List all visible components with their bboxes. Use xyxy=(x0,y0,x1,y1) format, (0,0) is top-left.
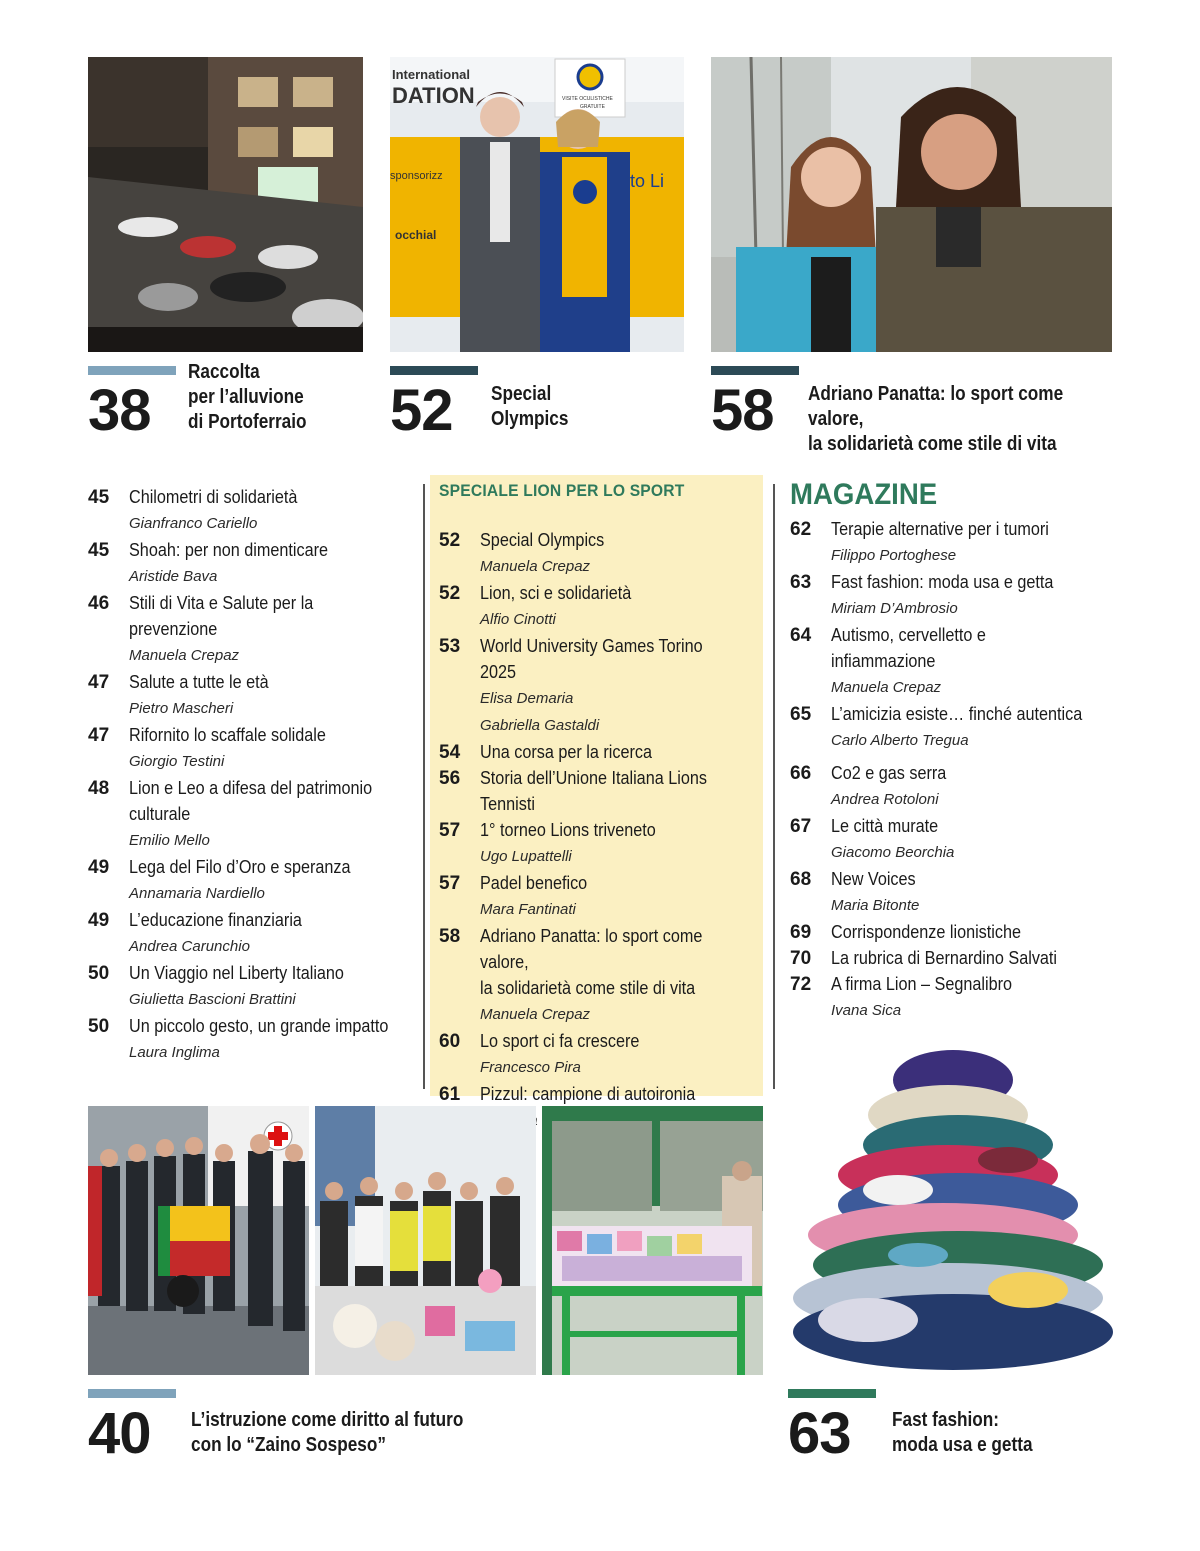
toc-entry[interactable] xyxy=(88,722,418,775)
toc-author: Andrea Rotoloni xyxy=(831,791,939,808)
column-divider-left xyxy=(423,484,425,1089)
toc-title: Lion, sci e solidarietà xyxy=(480,583,632,603)
toc-title: A firma Lion – Segnalibro xyxy=(831,974,1013,994)
bus-text-occhial: occhial xyxy=(395,228,437,242)
toc-page-number: 65 xyxy=(790,704,812,725)
toc-author: Ugo Lupattelli xyxy=(480,848,572,865)
toc-author: Manuela Crepaz xyxy=(480,1006,591,1023)
photo-panatta xyxy=(711,57,1112,352)
toc-author: Carlo Alberto Tregua xyxy=(831,732,969,749)
toc-author: Aristide Bava xyxy=(129,568,218,585)
toc-author: Annamaria Nardiello xyxy=(129,885,265,902)
toc-page-number: 50 xyxy=(88,1016,110,1037)
feature-title: Raccolta per l’alluvione di Portoferraio xyxy=(188,361,307,433)
toc-page-number: 54 xyxy=(439,742,461,763)
toc-page-number: 63 xyxy=(790,572,812,593)
toc-entry[interactable] xyxy=(88,537,418,590)
toc-entry[interactable] xyxy=(790,622,1120,701)
toc-entry[interactable] xyxy=(790,866,1120,919)
toc-page-number: 60 xyxy=(439,1031,461,1052)
toc-author: Ivana Sica xyxy=(831,1002,902,1019)
toc-page-number: 56 xyxy=(439,768,461,789)
toc-title: Corrispondenze lionistiche xyxy=(831,922,1022,942)
toc-author: Manuela Crepaz xyxy=(831,679,942,696)
toc-page-number: 52 xyxy=(439,530,461,551)
toc-entry[interactable] xyxy=(439,870,769,923)
toc-author: Giorgio Testini xyxy=(129,753,225,770)
toc-page-number: 62 xyxy=(790,519,812,540)
toc-page-number: 46 xyxy=(88,593,110,614)
photo-red-cross-group xyxy=(88,1106,309,1375)
toc-author: Mara Fantinati xyxy=(480,901,576,918)
toc-entry[interactable] xyxy=(439,765,769,817)
toc-entry[interactable] xyxy=(88,669,418,722)
toc-title: Un piccolo gesto, un grande impatto xyxy=(129,1016,389,1036)
toc-entry[interactable] xyxy=(88,1013,418,1066)
toc-title: Salute a tutte le età xyxy=(129,672,269,692)
feature-bar xyxy=(390,366,478,375)
photo-flood-street xyxy=(88,57,363,352)
toc-page-number: 47 xyxy=(88,672,110,693)
toc-page-number: 52 xyxy=(439,583,461,604)
toc-entry[interactable] xyxy=(88,854,418,907)
toc-entry[interactable] xyxy=(790,516,1120,569)
toc-author: Emilio Mello xyxy=(129,832,210,849)
feature-bar xyxy=(788,1389,876,1398)
toc-entry[interactable] xyxy=(88,907,418,960)
toc-author: Pietro Mascheri xyxy=(129,700,234,717)
toc-title: World University Games Torino 2025 xyxy=(480,636,703,682)
toc-author: Andrea Carunchio xyxy=(129,938,250,955)
feature-bar xyxy=(711,366,799,375)
toc-page-number: 49 xyxy=(88,857,110,878)
toc-entry[interactable] xyxy=(439,1028,769,1081)
toc-title: L’educazione finanziaria xyxy=(129,910,302,930)
toc-title: Special Olympics xyxy=(480,530,605,550)
feature-title: Special Olympics xyxy=(491,383,569,430)
toc-title: La rubrica di Bernardino Salvati xyxy=(831,948,1058,968)
special-heading: SPECIALE LION PER LO SPORT xyxy=(439,481,685,500)
toc-author: Francesco Pira xyxy=(480,1059,581,1076)
toc-title: Storia dell’Unione Italiana Lions Tennisti xyxy=(480,768,707,814)
feature-52 xyxy=(390,366,680,446)
toc-entry[interactable] xyxy=(439,923,769,1028)
toc-title: Un Viaggio nel Liberty Italiano xyxy=(129,963,344,983)
toc-entry[interactable] xyxy=(790,813,1120,866)
toc-title: Stili di Vita e Salute per la prevenzione xyxy=(129,593,314,639)
toc-title: Rifornito lo scaffale solidale xyxy=(129,725,326,745)
toc-page-number: 66 xyxy=(790,763,812,784)
toc-author: Gabriella Gastaldi xyxy=(480,717,600,734)
toc-entry[interactable] xyxy=(439,580,769,633)
toc-entry[interactable] xyxy=(790,945,1120,971)
toc-title: Le città murate xyxy=(831,816,939,836)
toc-title: 1° torneo Lions triveneto xyxy=(480,820,656,840)
feature-number: 63 xyxy=(788,1401,851,1466)
special-lion-sport-box xyxy=(430,475,763,1105)
toc-page-number: 48 xyxy=(88,778,110,799)
photo-clothes-pile xyxy=(778,1040,1120,1385)
photo-special-olympics xyxy=(390,57,684,352)
toc-page-number: 70 xyxy=(790,948,812,969)
toc-author: Manuela Crepaz xyxy=(480,558,591,575)
toc-title: Una corsa per la ricerca xyxy=(480,742,652,762)
feature-bar xyxy=(88,1389,176,1398)
toc-title: Lion e Leo a difesa del patrimonio culturale xyxy=(129,778,373,824)
toc-page-number: 69 xyxy=(790,922,812,943)
feature-58 xyxy=(711,366,1121,455)
toc-entry[interactable] xyxy=(439,633,769,739)
toc-page-number: 64 xyxy=(790,625,812,646)
toc-page-number: 57 xyxy=(439,873,461,894)
toc-author: Laura Inglima xyxy=(129,1044,220,1061)
bus-text-sponsor: sponsorizz xyxy=(390,170,443,182)
feature-number: 52 xyxy=(390,378,453,443)
sign-text-gratuite: GRATUITE xyxy=(580,104,605,110)
feature-bar xyxy=(88,366,176,375)
feature-40 xyxy=(88,1389,508,1469)
photo-school-supplies xyxy=(542,1106,763,1375)
toc-page-number: 45 xyxy=(88,487,110,508)
toc-title: New Voices xyxy=(831,869,916,889)
toc-entry[interactable] xyxy=(88,484,418,537)
feature-number: 58 xyxy=(711,378,774,443)
feature-title: Fast fashion: moda usa e getta xyxy=(892,1409,1033,1456)
toc-title: Lega del Filo d’Oro e speranza xyxy=(129,857,351,877)
sign-text-visite: VISITE OCULISTICHE xyxy=(562,96,613,102)
toc-title: Fast fashion: moda usa e getta xyxy=(831,572,1054,592)
toc-title: Co2 e gas serra xyxy=(831,763,947,783)
toc-entry[interactable] xyxy=(790,701,1120,754)
toc-title: Padel benefico xyxy=(480,873,588,893)
toc-page-number: 45 xyxy=(88,540,110,561)
toc-author: Filippo Portoghese xyxy=(831,547,957,564)
magazine-heading: MAGAZINE xyxy=(790,478,938,511)
feature-title: L’istruzione come diritto al futuro con lo “Zaino Sospeso” xyxy=(191,1409,464,1456)
toc-page-number: 50 xyxy=(88,963,110,984)
toc-entry[interactable] xyxy=(88,775,418,854)
photo-toys-donation xyxy=(315,1106,536,1375)
toc-entry[interactable] xyxy=(790,971,1120,1024)
toc-entry[interactable] xyxy=(790,919,1120,945)
toc-title: Autismo, cervelletto e infiammazione xyxy=(831,625,986,671)
toc-title: Shoah: per non dimenticare xyxy=(129,540,329,560)
column-divider-right xyxy=(773,484,775,1089)
toc-author: Giulietta Bascioni Brattini xyxy=(129,991,296,1008)
feature-38 xyxy=(88,361,368,446)
feature-number: 40 xyxy=(88,1401,151,1466)
toc-author: Alfio Cinotti xyxy=(480,611,556,628)
toc-page-number: 68 xyxy=(790,869,812,890)
toc-entry[interactable] xyxy=(88,590,418,669)
feature-63 xyxy=(788,1389,1118,1469)
toc-title: Adriano Panatta: lo sport come valore, la solidarietà come stile di vita xyxy=(480,926,703,998)
toc-entry[interactable] xyxy=(790,760,1120,813)
toc-author: Maria Bitonte xyxy=(831,897,920,914)
toc-title: L’amicizia esiste… finché autentica xyxy=(831,704,1083,724)
feature-title: Adriano Panatta: lo sport come valore, la solidarietà come stile di vita xyxy=(808,383,1064,455)
toc-entry[interactable] xyxy=(439,527,769,580)
toc-title: Chilometri di solidarietà xyxy=(129,487,298,507)
toc-page-number: 57 xyxy=(439,820,461,841)
toc-author: Gianfranco Cariello xyxy=(129,515,258,532)
toc-author: Giacomo Beorchia xyxy=(831,844,955,861)
toc-author: Miriam D’Ambrosio xyxy=(831,600,958,617)
toc-entry[interactable] xyxy=(88,960,418,1013)
bus-text-lions: to Li xyxy=(630,171,665,191)
toc-page-number: 47 xyxy=(88,725,110,746)
banner-text-dation: DATION xyxy=(392,83,475,108)
banner-text-international: International xyxy=(392,67,471,82)
toc-magazine-column xyxy=(790,516,1120,1024)
toc-page-number: 67 xyxy=(790,816,812,837)
toc-entry[interactable] xyxy=(439,817,769,870)
toc-page-number: 72 xyxy=(790,974,812,995)
toc-title: Terapie alternative per i tumori xyxy=(831,519,1049,539)
feature-number: 38 xyxy=(88,378,151,443)
toc-title: Lo sport ci fa crescere xyxy=(480,1031,640,1051)
toc-page-number: 61 xyxy=(439,1084,461,1105)
toc-page-number: 53 xyxy=(439,636,461,657)
toc-title: Pizzul: campione di autoironia xyxy=(480,1084,696,1104)
toc-author: Manuela Crepaz xyxy=(129,647,240,664)
toc-entry[interactable] xyxy=(439,739,769,765)
toc-author: Elisa Demaria xyxy=(480,690,574,707)
toc-left-column xyxy=(88,484,418,1066)
toc-page-number: 58 xyxy=(439,926,461,947)
toc-special-column xyxy=(439,527,769,1134)
toc-entry[interactable] xyxy=(790,569,1120,622)
toc-page-number: 49 xyxy=(88,910,110,931)
